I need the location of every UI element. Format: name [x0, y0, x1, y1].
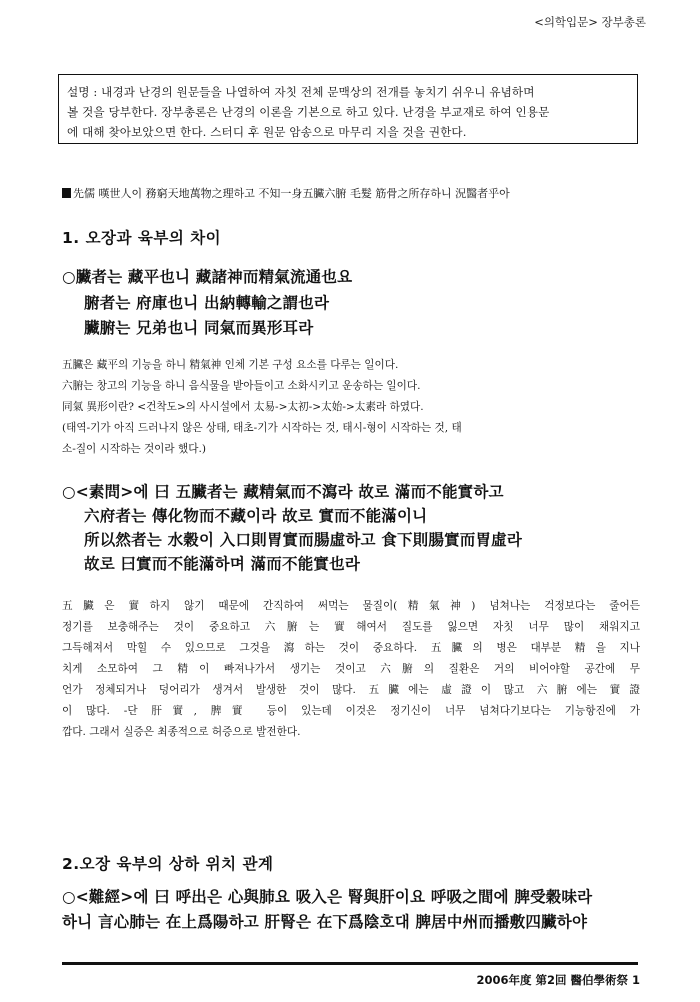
note-line: 볼 것을 당부한다. 장부총론은 난경의 이론을 기본으로 하고 있다. 난경을 부교재로 하여 인용문	[67, 105, 550, 119]
note-line: 에 대해 찾아보았으면 한다. 스터디 후 원문 암송으로 마무리 지을 것을 권한다.	[67, 125, 467, 139]
para-line: 치게 소모하여 그 精이 빠져나가서 생기는 것이고 六腑의 질환은 거의 비어야할 공간에 무	[62, 663, 640, 675]
section1-heading: 1. 오장과 육부의 차이	[62, 229, 222, 247]
para-line: 이 많다. -단 肝實, 脾實 등이 있는데 이것은 정기신이 너무 넘쳐다기보다는 기능항진에 가	[62, 705, 640, 717]
intro-text: 先儒 嘆世人이 務窮天地萬物之理하고 不知一身五臟六腑 毛髮 筋骨之所存하니 況醫者乎아	[73, 187, 510, 200]
explanation-paragraph	[62, 355, 640, 460]
para-line: 五臟은 藏平의 기능을 하니 精氣神 인체 기본 구성 요소를 다루는 일이다.	[62, 359, 399, 371]
classic-line: 臟腑는 兄弟也니 同氣而異形耳라	[84, 318, 314, 337]
explanation-paragraph	[62, 596, 640, 743]
black-square-icon	[62, 188, 71, 198]
classic-line: 六府者는 傳化物而不藏이라 故로 實而不能滿이니	[84, 506, 428, 525]
classic-line: ○<難經>에 曰 呼出은 心與肺요 吸入은 腎與肝이요 呼吸之間에 脾受穀味라	[62, 887, 593, 906]
running-header: <의학입문> 장부총론	[534, 15, 646, 29]
para-line: 六腑는 창고의 기능을 하니 음식물을 받아들이고 소화시키고 운송하는 일이다.	[62, 380, 421, 392]
para-line: (태역-기가 아직 드러나지 않은 상태, 태초-기가 시작하는 것, 태시-형이 시작하는 것, 태	[62, 422, 462, 434]
page-footer: 2006年度 第2回 醫伯學術祭 1	[476, 973, 640, 987]
classic-line: 하니 言心肺는 在上爲陽하고 肝腎은 在下爲陰호대 脾居中州而播敷四臟하야	[62, 912, 588, 931]
classic-line: 所以然者는 水穀이 入口則胃實而腸虛하고 食下則腸實而胃虛라	[84, 530, 523, 549]
para-line: 정기를 보충해주는 것이 중요하고 六腑는 實해여서 질도를 잃으면 자칫 너무 많이 채워지고	[62, 621, 640, 633]
intro-quote	[62, 185, 662, 201]
para-line: 언가 정체되거나 덩어리가 생겨서 발생한 것이 많다. 五臟에는 虛證이 많고 六腑에는 實證	[62, 684, 640, 696]
para-line: 그득해져서 막힐 수 있으므로 그것을 瀉하는 것이 중요하다. 五臟의 병은 대부분 精을 지나	[62, 642, 640, 654]
classic-line: ○臟者는 藏平也니 藏諸神而精氣流通也요	[62, 267, 353, 286]
para-line: 同氣 異形이란? <건착도>의 사시설에서 太易->太初->太始->太素라 하였다.	[62, 401, 424, 413]
explanation-box	[58, 74, 638, 144]
classic-line: 腑者는 府庫也니 出納轉輸之謂也라	[84, 293, 330, 312]
para-line: 깝다. 그래서 실증은 최종적으로 허증으로 발전한다.	[62, 726, 301, 738]
section2-heading: 2.오장 육부의 상하 위치 관계	[62, 855, 274, 873]
para-line: 五臟은 實하지 않기 때문에 간직하여 써먹는 물질이(精氣神) 넘쳐나는 걱정보다는 줄어든	[62, 600, 640, 612]
classic-line: 故로 曰實而不能滿하며 滿而不能實也라	[84, 554, 360, 573]
note-line: 설명 : 내경과 난경의 원문들을 나열하여 자칫 전체 문맥상의 전개를 놓치기 쉬우니 유념하며	[67, 85, 535, 99]
classic-line: ○<素問>에 曰 五臟者는 藏精氣而不瀉라 故로 滿而不能實하고	[62, 482, 504, 501]
footer-rule	[62, 962, 638, 965]
para-line: 소-질이 시작하는 것이라 했다.)	[62, 443, 206, 455]
